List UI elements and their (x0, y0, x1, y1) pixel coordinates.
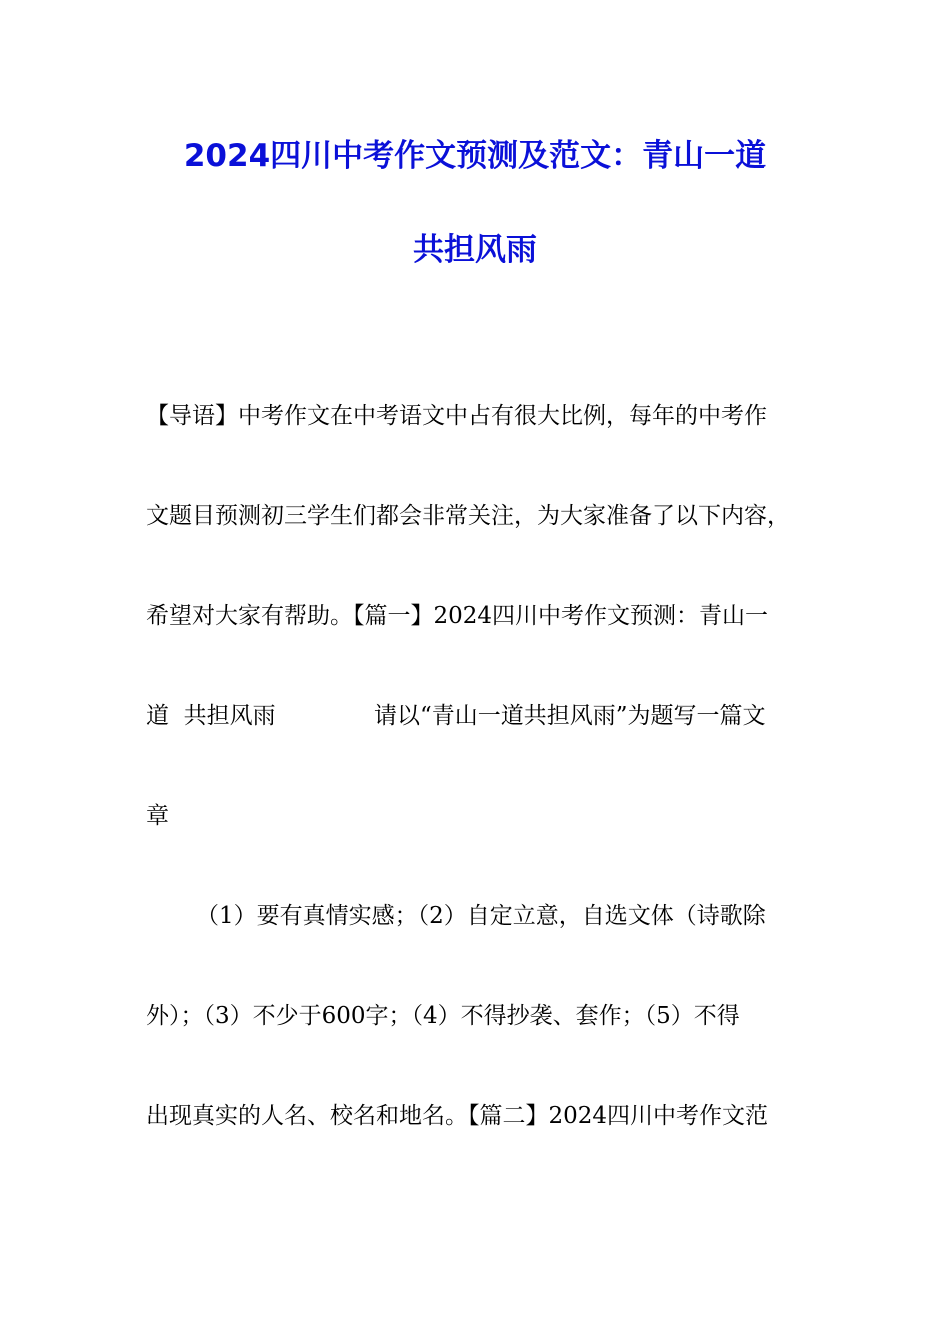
document-title-line-1: 2024四川中考作文预测及范文：青山一道 (183, 138, 767, 174)
body-line-7: 外）；（3）不少于600字；（4）不得抄袭、套作；（5）不得 (146, 1003, 740, 1029)
document-title-line-2: 共担风雨 (413, 232, 537, 268)
body-line-8: 出现真实的人名、校名和地名。【篇二】2024四川中考作文范 (146, 1103, 769, 1129)
body-line-5: 章 (146, 803, 169, 829)
body-line-6: （1）要有真情实感；（2）自定立意，自选文体（诗歌除 (196, 903, 766, 929)
body-line-2: 文题目预测初三学生们都会非常关注，为大家准备了以下内容， (146, 503, 790, 529)
body-line-4 (146, 700, 806, 732)
body-line-3: 希望对大家有帮助。【篇一】2024四川中考作文预测：青山一 (146, 603, 769, 629)
body-line-4-prompt: 请以“青山一道共担风雨”为题写一篇文 (374, 703, 766, 729)
body-line-4-start: 道 共担风雨 (146, 703, 276, 729)
body-line-1: 【导语】中考作文在中考语文中占有很大比例，每年的中考作 (146, 403, 767, 429)
